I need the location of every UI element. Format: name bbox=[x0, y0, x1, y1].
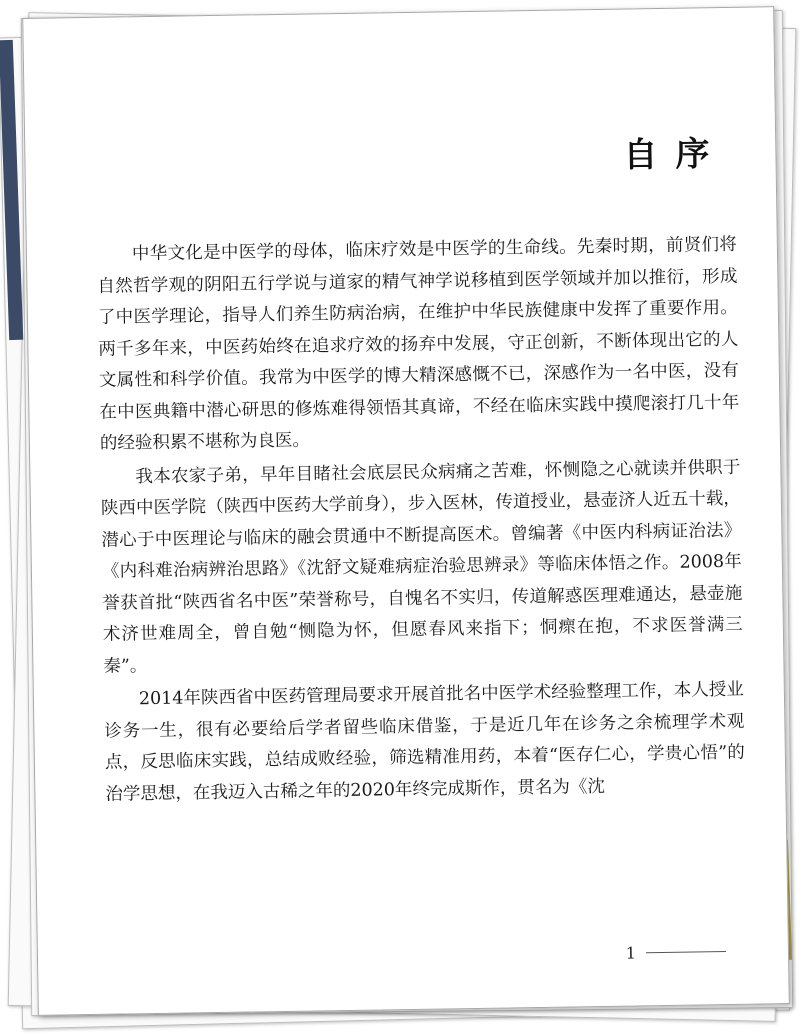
footer-rule bbox=[646, 951, 726, 953]
page-footer bbox=[626, 942, 726, 963]
paragraph-3: 2014年陕西省中医药管理局要求开展首批名中医学术经验整理工作，本人授业诊务一生，很有必要给后学者留些临床借鉴，于是近几年在诊务之余梳理学术观点，反思临床实践，总结成败经验，筛选精准用药，本着“医存仁心，学贵心悟”的治学思想，在我迈入古稀之年的2020年终完成斯作，贯名为《沈 bbox=[104, 679, 745, 805]
document-page bbox=[22, 6, 790, 1016]
page-title: 自序 bbox=[623, 133, 728, 176]
paragraph-2: 我本农家子弟，早年目睹社会底层民众病痛之苦难，怀恻隐之心就读并供职于陕西中医学院（陕西中医药大学前身），步入医林，传道授业，悬壶济人近五十载，潜心于中医理论与临床的融会贯通中不断提高医术。曾编著《中医内科病证治法》《内科难治病辨治思路》《沈舒文疑难病症治验思辨录》等临床体悟之作。2008年誉获首批“陕西省名中医”荣誉称号，自愧名不实归，传道解惑医理难通达，悬壶施术济世难周全，曾自勉“恻隐为怀，但愿春风来指下；恫瘝在抱，不求医誉满三秦”。 bbox=[100, 457, 743, 677]
page-number: 1 bbox=[625, 943, 637, 963]
paragraph-1: 中华文化是中医学的母体，临床疗效是中医学的生命线。先秦时期，前贤们将自然哲学观的阴阳五行学说与道家的精气神学说移植到医学领域并加以推衍，形成了中医学理论，指导人们养生防病治病，在维护中华民族健康中发挥了重要作用。两千多年来，中医药始终在追求疗效的扬弃中发展，守正创新，不断体现出它的人文属性和科学价值。我常为中医学的博大精深感慨不已，深感作为一名中医，没有在中医典籍中潜心研思的修炼难得领悟其真谛，不经在临床实践中摸爬滚打几十年的经验积累不堪称为良医。 bbox=[97, 234, 740, 454]
body-text bbox=[97, 230, 746, 813]
